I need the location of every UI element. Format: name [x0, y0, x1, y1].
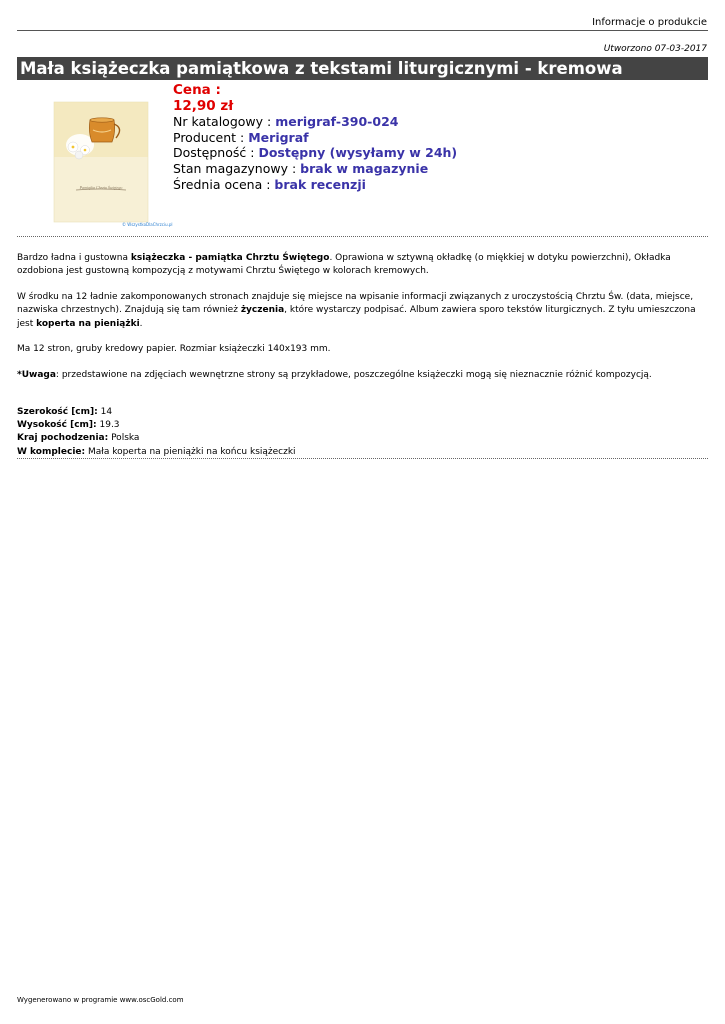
description-paragraph	[17, 252, 707, 279]
stock-value: brak w magazynie	[300, 160, 429, 176]
product-description	[17, 252, 707, 395]
stock-row	[173, 161, 457, 177]
section-divider	[17, 458, 708, 459]
catalog-label: Nr katalogowy :	[173, 114, 276, 130]
attribute-row	[17, 406, 296, 419]
product-image	[30, 98, 163, 230]
description-text: W środku na 12 ładnie zakomponowanych stronach znajduje się miejsce na wpisanie informacji związanych z uroczystością Chrztu Św. (data, miejsce, nazwiska chrzestnych). Znajdują się tam również	[17, 292, 694, 316]
description-text: Ma 12 stron, gruby kredowy papier. Rozmiar książeczki 140x193 mm.	[17, 344, 331, 355]
attribute-value: 19.3	[96, 420, 120, 431]
attribute-label: Kraj pochodzenia:	[17, 433, 109, 444]
header-divider	[17, 30, 708, 31]
rating-value: brak recenzji	[274, 176, 366, 192]
catalog-row	[173, 114, 457, 130]
description-text: .	[139, 318, 143, 329]
attribute-row	[17, 446, 296, 459]
availability-value: Dostępny (wysyłamy w 24h)	[258, 145, 458, 161]
availability-row	[173, 145, 457, 161]
note-label: *Uwaga	[17, 370, 56, 381]
attribute-label: W komplecie:	[17, 446, 86, 457]
attribute-value: 14	[97, 407, 113, 417]
attribute-value: Mała koperta na pieniążki na końcu książeczki	[85, 446, 296, 457]
price-label: Cena :	[173, 82, 221, 98]
section-divider	[17, 236, 708, 237]
description-text: . Oprawiona w sztywną okładkę (o miękkiej w dotyku powierzchni), Okładka ozdobiona jest gustowną kompozycją z motywami Chrztu Świętego w kolorach kremowych.	[17, 253, 671, 277]
created-date: Utworzono 07-03-2017	[603, 44, 707, 54]
description-text: , które wystarczy podpisać. Album zawiera sporo tekstów liturgicznych. Z tyłu umieszczona jest	[17, 305, 696, 329]
producer-row	[173, 130, 457, 146]
rating-label: Średnia ocena :	[173, 176, 275, 192]
description-emphasis: życzenia	[240, 305, 285, 316]
footer-text: Wygenerowano w programie www.oscGold.com	[17, 996, 184, 1004]
attribute-row	[17, 432, 296, 445]
product-title: Mała książeczka pamiątkowa z tekstami liturgicznymi - kremowa	[17, 57, 708, 80]
product-details	[173, 83, 457, 192]
note-text: : przedstawione na zdjęciach wewnętrzne strony są przykładowe, poszczególne książeczki mogą się nieznacznie różnić kompozycją.	[55, 370, 652, 381]
attribute-value: Polska	[108, 433, 140, 444]
attributes-list	[17, 406, 296, 459]
producer-label: Producent :	[173, 129, 249, 145]
price-value: 12,90 zł	[173, 97, 234, 114]
rating-row	[173, 177, 457, 193]
image-caption: © WszystkoDlaChrzciu.pl	[122, 222, 173, 227]
svg-text:Pamiątka Chrztu Świętego: Pamiątka Chrztu Świętego	[79, 185, 123, 190]
availability-label: Dostępność :	[173, 145, 259, 161]
attribute-row	[17, 419, 296, 432]
description-paragraph	[17, 343, 707, 356]
producer-value: Merigraf	[248, 129, 309, 145]
description-paragraph	[17, 291, 707, 331]
catalog-value: merigraf-390-024	[275, 114, 399, 130]
attribute-label: Wysokość [cm]:	[17, 420, 97, 431]
header-title: Informacje o produkcie	[592, 17, 707, 28]
description-emphasis: koperta na pieniążki	[36, 318, 140, 329]
description-emphasis: książeczka - pamiątka Chrztu Świętego	[130, 253, 330, 263]
attribute-label: Szerokość [cm]:	[17, 407, 98, 417]
stock-label: Stan magazynowy :	[173, 160, 301, 176]
description-text: Bardzo ładna i gustowna	[17, 253, 131, 263]
description-note	[17, 369, 707, 382]
